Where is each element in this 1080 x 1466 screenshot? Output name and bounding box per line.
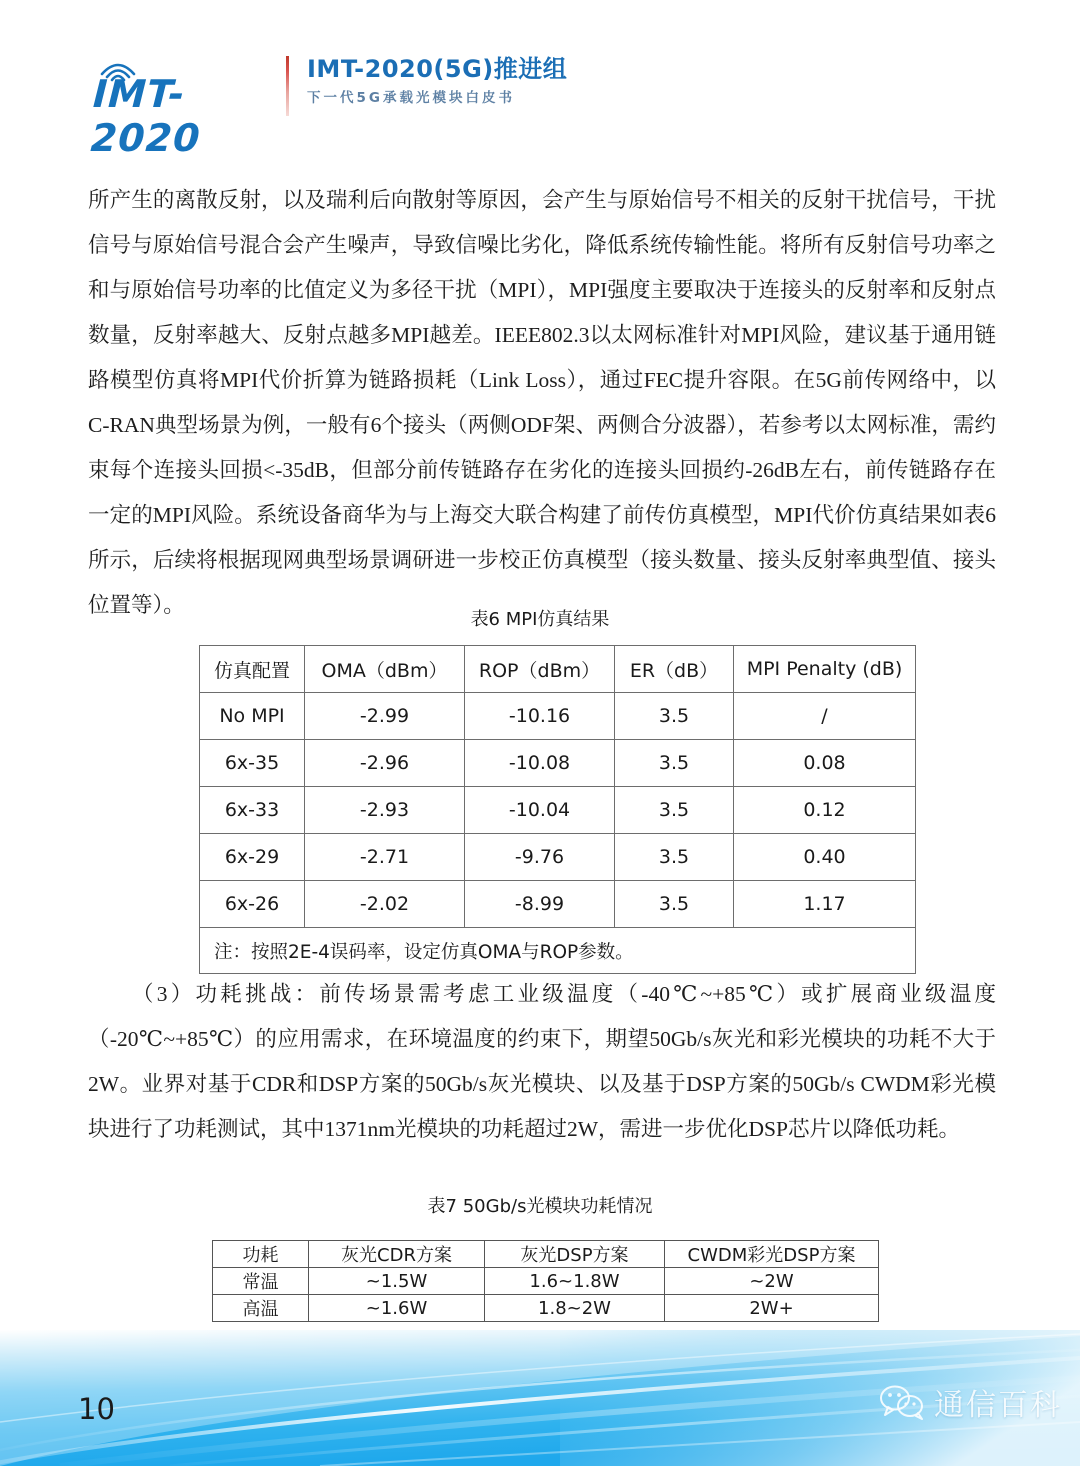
- table7-cell: 常温: [213, 1268, 309, 1295]
- table6-cell: -2.99: [305, 693, 465, 740]
- table-row: [200, 787, 916, 834]
- table7-cell: ~2W: [665, 1268, 879, 1295]
- table6-cell: 3.5: [615, 881, 734, 928]
- table7-wrapper: [212, 1240, 878, 1322]
- table7-header-cell: 灰光CDR方案: [309, 1241, 485, 1268]
- wechat-bubbles-icon: [878, 1384, 926, 1420]
- paragraph-mpi: 所产生的离散反射，以及瑞利后向散射等原因，会产生与原始信号不相关的反射干扰信号，干扰信号与原始信号混合会产生噪声，导致信噪比劣化，降低系统传输性能。将所有反射信号功率之和与原始信号功率的比值定义为多径干扰（MPI），MPI强度主要取决于连接头的反射率和反射点数量，反射率越大、反射点越多MPI越差。IEEE802.3以太网标准针对MPI风险，建议基于通用链路模型仿真将MPI代价折算为链路损耗（Link Loss），通过FEC提升容限。在5G前传网络中，以C-RAN典型场景为例，一般有6个接头（两侧ODF架、两侧合分波器），若参考以太网标准，需约束每个连接头回损<-35dB，但部分前传链路存在劣化的连接头回损约-26dB左右，前传链路存在一定的MPI风险。系统设备商华为与上海交大联合构建了前传仿真模型，MPI代价仿真结果如表6所示，后续将根据现网典型场景调研进一步校正仿真模型（接头数量、接头反射率典型值、接头位置等）。: [88, 188, 996, 617]
- table6-header-cell: MPI Penalty (dB): [734, 646, 916, 693]
- table6-cell: 1.17: [734, 881, 916, 928]
- table6-caption-wrap: [0, 605, 1080, 631]
- watermark: [878, 1380, 1062, 1424]
- table7-header-cell: 灰光DSP方案: [485, 1241, 665, 1268]
- table-header-row: [213, 1241, 879, 1268]
- table6-cell: 6x-26: [200, 881, 305, 928]
- table6-cell: 3.5: [615, 834, 734, 881]
- table6-cell: -10.04: [465, 787, 615, 834]
- table-row: [213, 1268, 879, 1295]
- table6-wrapper: [199, 645, 915, 974]
- table6-cell: -10.16: [465, 693, 615, 740]
- table6-caption: 表6 MPI仿真结果: [470, 609, 610, 630]
- table7-caption-wrap: [0, 1192, 1080, 1218]
- mpi-simulation-table: [199, 645, 916, 974]
- table6-cell: 3.5: [615, 740, 734, 787]
- page-footer: [0, 1330, 1080, 1466]
- power-consumption-table: [212, 1240, 879, 1322]
- table6-cell: -2.96: [305, 740, 465, 787]
- table6-cell: 6x-35: [200, 740, 305, 787]
- table6-header-cell: OMA（dBm）: [305, 646, 465, 693]
- table6-cell: 3.5: [615, 693, 734, 740]
- table6-cell: 0.40: [734, 834, 916, 881]
- header-divider: [286, 56, 289, 116]
- table6-cell: No MPI: [200, 693, 305, 740]
- table7-cell: ~1.5W: [309, 1268, 485, 1295]
- table7-caption: 表7 50Gb/s光模块功耗情况: [427, 1196, 653, 1217]
- table-row: [200, 740, 916, 787]
- table6-note: 注：按照2E-4误码率，设定仿真OMA与ROP参数。: [200, 928, 916, 974]
- table6-cell: /: [734, 693, 916, 740]
- table-note-row: [200, 928, 916, 974]
- table6-cell: 0.08: [734, 740, 916, 787]
- page-title: IMT-2020(5G)推进组: [307, 55, 568, 83]
- table6-cell: 6x-33: [200, 787, 305, 834]
- table-row: [200, 693, 916, 740]
- watermark-text: 通信百科: [934, 1388, 1062, 1423]
- imt-2020-logo: [89, 52, 274, 160]
- table-header-row: [200, 646, 916, 693]
- table7-cell: 1.6~1.8W: [485, 1268, 665, 1295]
- table7-header-cell: 功耗: [213, 1241, 309, 1268]
- paragraph-power-consumption: （3）功耗挑战：前传场景需考虑工业级温度（-40℃~+85℃）或扩展商业级温度（-20℃~+85℃）的应用需求，在环境温度的约束下，期望50Gb/s灰光和彩光模块的功耗不大于2W。业界对基于CDR和DSP方案的50Gb/s灰光模块、以及基于DSP方案的50Gb/s CWDM彩光模块进行了功耗测试，其中1371nm光模块的功耗超过2W，需进一步优化DSP芯片以降低功耗。: [88, 982, 996, 1141]
- page-subtitle: 下一代5G承载光模块白皮书: [307, 90, 515, 106]
- table6-cell: 3.5: [615, 787, 734, 834]
- table-row: [200, 881, 916, 928]
- table6-cell: 6x-29: [200, 834, 305, 881]
- table6-header-cell: 仿真配置: [200, 646, 305, 693]
- page-number: 10: [78, 1392, 115, 1426]
- table-row: [213, 1295, 879, 1322]
- body-content-top: [88, 178, 996, 628]
- table6-header-cell: ER（dB）: [615, 646, 734, 693]
- table6-cell: -2.71: [305, 834, 465, 881]
- table6-header-cell: ROP（dBm）: [465, 646, 615, 693]
- table6-cell: -9.76: [465, 834, 615, 881]
- table6-cell: -10.08: [465, 740, 615, 787]
- table7-cell: 2W+: [665, 1295, 879, 1322]
- table7-header-cell: CWDM彩光DSP方案: [665, 1241, 879, 1268]
- table7-cell: 高温: [213, 1295, 309, 1322]
- body-content-bottom: [88, 972, 996, 1152]
- table7-cell: ~1.6W: [309, 1295, 485, 1322]
- table-row: [200, 834, 916, 881]
- table7-cell: 1.8~2W: [485, 1295, 665, 1322]
- page-header: [89, 52, 568, 160]
- table6-cell: -2.02: [305, 881, 465, 928]
- table6-cell: -8.99: [465, 881, 615, 928]
- header-title-block: [307, 52, 567, 109]
- logo-wordmark: IMT-2020: [89, 72, 202, 160]
- table6-cell: 0.12: [734, 787, 916, 834]
- table6-cell: -2.93: [305, 787, 465, 834]
